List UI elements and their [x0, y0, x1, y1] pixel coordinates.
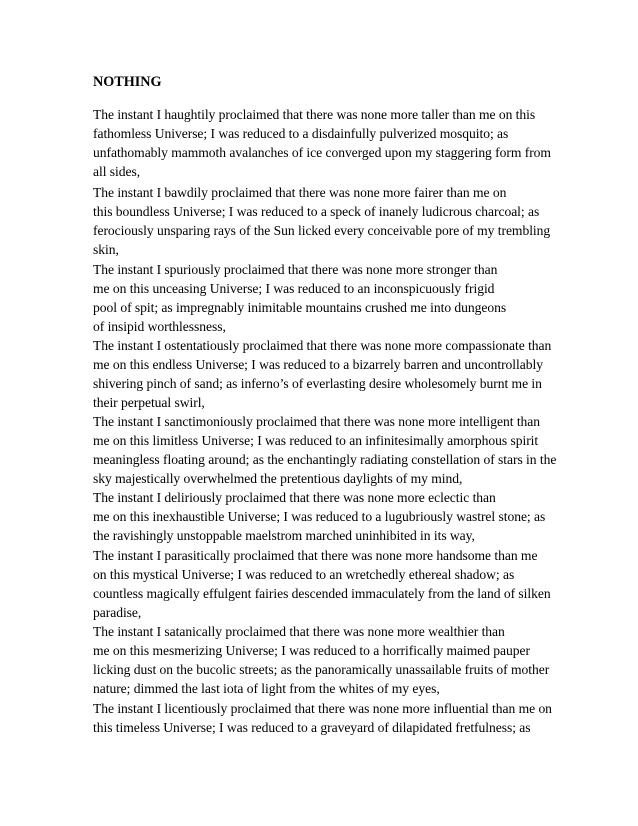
poem-line: The instant I deliriously proclaimed that there was none more eclectic than	[93, 490, 496, 505]
poem-line: paradise,	[93, 605, 142, 620]
poem-line: The instant I haughtily proclaimed that there was none more taller than me on this	[93, 107, 536, 122]
stanza-5	[93, 412, 563, 488]
stanza-4	[93, 336, 563, 412]
stanza-1	[93, 105, 563, 181]
poem-line: sky majestically overwhelmed the pretentious daylights of my mind,	[93, 471, 463, 486]
poem-line: The instant I satanically proclaimed that there was none more wealthier than	[93, 624, 505, 639]
stanza-7	[93, 546, 563, 622]
stanza-8	[93, 622, 563, 698]
poem-line: me on this endless Universe; I was reduced to a bizarrely barren and uncontrollably	[93, 357, 543, 372]
poem-line: shivering pinch of sand; as inferno’s of everlasting desire wholesomely burnt me in	[93, 376, 542, 391]
poem-line: The instant I sanctimoniously proclaimed that there was none more intelligent than	[93, 414, 541, 429]
poem-line: nature; dimmed the last iota of light from the whites of my eyes,	[93, 681, 440, 696]
poem-line: me on this inexhaustible Universe; I was reduced to a lugubriously wastrel stone; as	[93, 509, 546, 524]
poem-line: this boundless Universe; I was reduced to a speck of inanely ludicrous charcoal; as	[93, 204, 540, 219]
poem-line: skin,	[93, 242, 119, 257]
poem-line: The instant I parasitically proclaimed that there was none more handsome than me	[93, 548, 538, 563]
poem-line: The instant I bawdily proclaimed that there was none more fairer than me on	[93, 185, 507, 200]
poem-line: licking dust on the bucolic streets; as the panoramically unassailable fruits of mother	[93, 662, 550, 677]
stanza-9	[93, 699, 563, 737]
poem-title: NOTHING	[93, 74, 162, 90]
poem-line: unfathomably mammoth avalanches of ice converged upon my staggering form from	[93, 145, 551, 160]
poem-line: pool of spit; as impregnably inimitable mountains crushed me into dungeons	[93, 300, 507, 315]
poem-line: me on this unceasing Universe; I was reduced to an inconspicuously frigid	[93, 281, 495, 296]
poem-line: all sides,	[93, 164, 141, 179]
poem-line: meaningless floating around; as the enchantingly radiating constellation of stars in the	[93, 452, 557, 467]
poem-line: ferociously unsparing rays of the Sun licked every conceivable pore of my trembling	[93, 223, 551, 238]
stanza-3	[93, 260, 563, 336]
poem-line: their perpetual swirl,	[93, 395, 205, 410]
poem-line: on this mystical Universe; I was reduced to an wretchedly ethereal shadow; as	[93, 567, 515, 582]
poem-line: The instant I spuriously proclaimed that there was none more stronger than	[93, 262, 498, 277]
poem-line: the ravishingly unstoppable maelstrom marched uninhibited in its way,	[93, 528, 475, 543]
poem-line: me on this limitless Universe; I was reduced to an infinitesimally amorphous spirit	[93, 433, 539, 448]
poem-line: this timeless Universe; I was reduced to a graveyard of dilapidated fretfulness; as	[93, 720, 531, 735]
poem-line: The instant I ostentatiously proclaimed that there was none more compassionate than	[93, 338, 552, 353]
poem-line: countless magically effulgent fairies descended immaculately from the land of silken	[93, 586, 551, 601]
stanza-2	[93, 183, 563, 259]
poem-line: of insipid worthlessness,	[93, 319, 226, 334]
stanza-6	[93, 488, 563, 545]
poem-line: fathomless Universe; I was reduced to a disdainfully pulverized mosquito; as	[93, 126, 509, 141]
poem-line: me on this mesmerizing Universe; I was reduced to a horrifically maimed pauper	[93, 643, 530, 658]
poem-line: The instant I licentiously proclaimed that there was none more influential than me on	[93, 701, 552, 716]
